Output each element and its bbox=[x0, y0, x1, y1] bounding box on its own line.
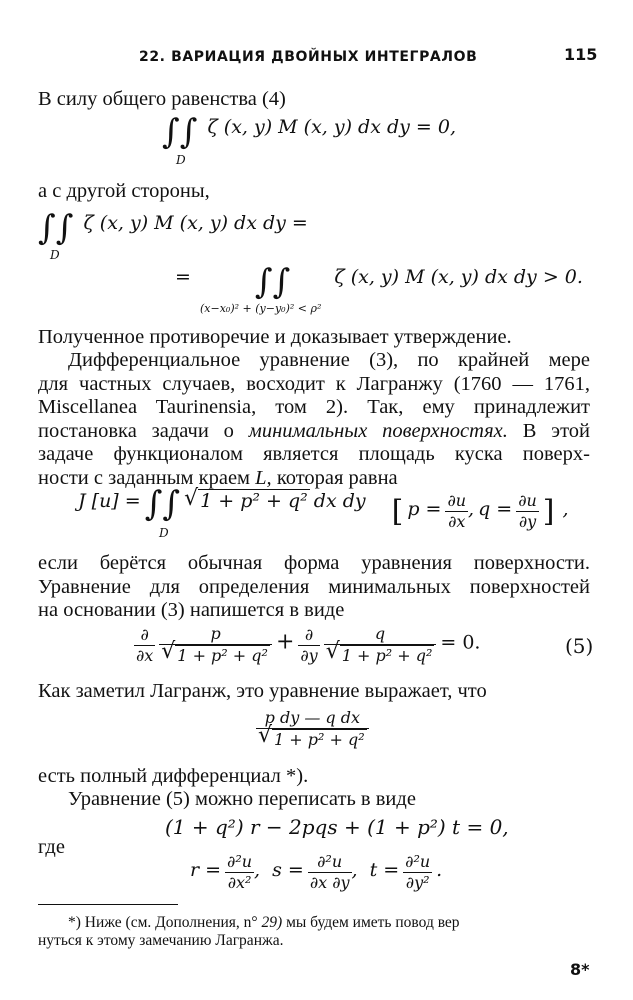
text-line: если берётся обычная форма уравнения поверхности. bbox=[38, 552, 590, 574]
emphasis-minimal-surfaces: минимальных поверхностях. bbox=[248, 419, 508, 442]
text-segment: мы будем иметь повод вер bbox=[286, 914, 460, 931]
comma: , bbox=[351, 859, 358, 882]
radicand: 1 + p² + q² bbox=[177, 646, 268, 665]
fraction bbox=[159, 624, 272, 666]
text-line: Уравнение для определения минимальных поверхностей bbox=[38, 575, 590, 598]
paragraph-intro: В силу общего равенства (4) bbox=[38, 88, 286, 110]
numerator: ∂u bbox=[447, 490, 467, 510]
numerator: ∂u bbox=[518, 490, 537, 510]
square-root bbox=[258, 729, 367, 750]
numerator: q bbox=[324, 624, 437, 645]
denominator bbox=[324, 645, 437, 666]
equation-2-domain: D bbox=[50, 248, 60, 262]
equation-number-5: (5) bbox=[565, 634, 594, 658]
denominator: ∂y² bbox=[405, 873, 430, 892]
denominator: ∂y bbox=[518, 511, 537, 531]
text-segment: *) Ниже (см. Дополнения, n° bbox=[68, 914, 258, 931]
equation-4-lhs: J [u] = bbox=[78, 490, 141, 512]
radicand: 1 + p² + q² bbox=[274, 730, 365, 749]
fraction bbox=[256, 708, 369, 750]
footnote-rule bbox=[38, 904, 178, 905]
radicand: 1 + p² + q² bbox=[200, 490, 308, 512]
footnote-line: нуться к этому замечанию Лагранжа. bbox=[38, 932, 284, 949]
paragraph-rewrite: Уравнение (5) можно переписать в виде bbox=[68, 788, 416, 810]
bracket-open: [ bbox=[391, 493, 404, 529]
r-definition: r = bbox=[190, 859, 222, 882]
fraction bbox=[445, 491, 468, 532]
denominator bbox=[159, 645, 272, 666]
paragraph-lagrange bbox=[38, 349, 590, 490]
numerator: ∂²u bbox=[227, 852, 253, 871]
denominator: ∂x² bbox=[227, 873, 252, 892]
comma: , bbox=[562, 498, 569, 520]
equation-1 bbox=[162, 112, 456, 152]
fraction bbox=[134, 625, 155, 666]
comma: , bbox=[468, 498, 475, 520]
paragraph-other-side: а с другой стороны, bbox=[38, 180, 210, 202]
equation-3-domain: (x−x₀)² + (y−y₀)² < ρ² bbox=[200, 302, 322, 315]
equation-4 bbox=[78, 484, 569, 532]
square-root bbox=[161, 645, 270, 666]
fraction bbox=[298, 625, 319, 666]
q-definition: q = bbox=[478, 498, 513, 520]
text-line: Дифференциальное уравнение (3), по крайней мере bbox=[68, 349, 590, 371]
radicand: 1 + p² + q² bbox=[341, 646, 433, 665]
text-line: задаче функционалом является площадь куска поверх- bbox=[38, 443, 590, 465]
double-integral-sign: ∫∫ bbox=[38, 208, 74, 248]
equation-5 bbox=[134, 624, 480, 666]
double-integral-sign: ∫∫ bbox=[144, 484, 181, 524]
denominator: ∂y bbox=[300, 645, 318, 665]
square-root bbox=[326, 645, 435, 666]
equals-zero: = 0. bbox=[440, 631, 481, 654]
numerator: ∂²u bbox=[308, 852, 352, 873]
equation-6 bbox=[256, 708, 369, 750]
paragraph-minimal-equation bbox=[38, 552, 590, 623]
equation-1-body: ζ (x, y) M (x, y) dx dy = 0, bbox=[207, 116, 456, 138]
plus-sign: + bbox=[275, 629, 295, 655]
text-segment: постановка задачи о bbox=[38, 419, 234, 442]
numerator: ∂ bbox=[298, 625, 319, 646]
paragraph-total-differential: есть полный дифференциал *). bbox=[38, 765, 309, 787]
numerator: ∂ bbox=[134, 625, 155, 646]
signature-mark: 8* bbox=[570, 960, 590, 979]
fraction bbox=[403, 852, 432, 893]
bracket-close: ] bbox=[542, 493, 555, 529]
page-number: 115 bbox=[564, 45, 598, 64]
fraction bbox=[225, 852, 254, 893]
footnote-line bbox=[38, 914, 590, 932]
paragraph-where: где bbox=[38, 836, 65, 858]
equation-3-body: ζ (x, y) M (x, y) dx dy > 0. bbox=[334, 266, 583, 288]
equation-7: (1 + q²) r − 2pqs + (1 + p²) t = 0, bbox=[165, 815, 509, 839]
footnote bbox=[38, 914, 590, 950]
text-segment: которая равна bbox=[276, 466, 398, 489]
text-line bbox=[38, 420, 590, 444]
equation-8 bbox=[190, 852, 442, 893]
equation-1-domain: D bbox=[176, 153, 186, 167]
equation-3 bbox=[175, 262, 583, 302]
symbol-L: L, bbox=[255, 466, 272, 489]
equation-4-domain: D bbox=[159, 526, 169, 540]
denominator: ∂x ∂y bbox=[309, 873, 350, 892]
text-line: на основании (3) напишется в виде bbox=[38, 599, 345, 621]
square-root bbox=[184, 489, 310, 512]
running-header: 22. ВАРИАЦИЯ ДВОЙНЫХ ИНТЕГРАЛОВ bbox=[139, 49, 478, 65]
denominator: ∂x bbox=[136, 645, 154, 665]
denominator bbox=[256, 729, 369, 750]
text-line: Miscellanea Taurinensia, том 2). Так, ему принадлежит bbox=[38, 396, 590, 418]
equation-3-lead: = bbox=[175, 266, 191, 288]
double-integral-sign: ∫∫ bbox=[254, 262, 291, 302]
s-definition: s = bbox=[272, 859, 304, 882]
numerator: p bbox=[159, 624, 272, 645]
equation-4-tail: dx dy bbox=[313, 490, 366, 512]
text-segment: 29) bbox=[261, 914, 283, 931]
text-segment: ности с заданным краем bbox=[38, 466, 251, 489]
p-definition: p = bbox=[407, 498, 442, 520]
double-integral-sign: ∫∫ bbox=[162, 112, 198, 152]
text-segment: В этой bbox=[522, 419, 590, 442]
equation-2 bbox=[38, 208, 308, 248]
numerator: p dy — q dx bbox=[256, 708, 369, 729]
t-definition: t = bbox=[369, 859, 400, 882]
comma: , bbox=[254, 859, 261, 882]
fraction bbox=[308, 852, 352, 893]
fraction bbox=[516, 491, 539, 532]
paragraph-contradiction: Полученное противоречие и доказывает утверждение. bbox=[38, 326, 512, 348]
fraction bbox=[324, 624, 437, 666]
paragraph-lagrange-remark: Как заметил Лагранж, это уравнение выражает, что bbox=[38, 680, 487, 702]
numerator: ∂²u bbox=[405, 852, 431, 871]
period: . bbox=[436, 859, 443, 882]
denominator: ∂x bbox=[448, 511, 466, 531]
text-line: для частных случаев, восходит к Лагранжу (1760 — 1761, bbox=[38, 372, 590, 395]
equation-2-body: ζ (x, y) M (x, y) dx dy = bbox=[83, 212, 308, 234]
